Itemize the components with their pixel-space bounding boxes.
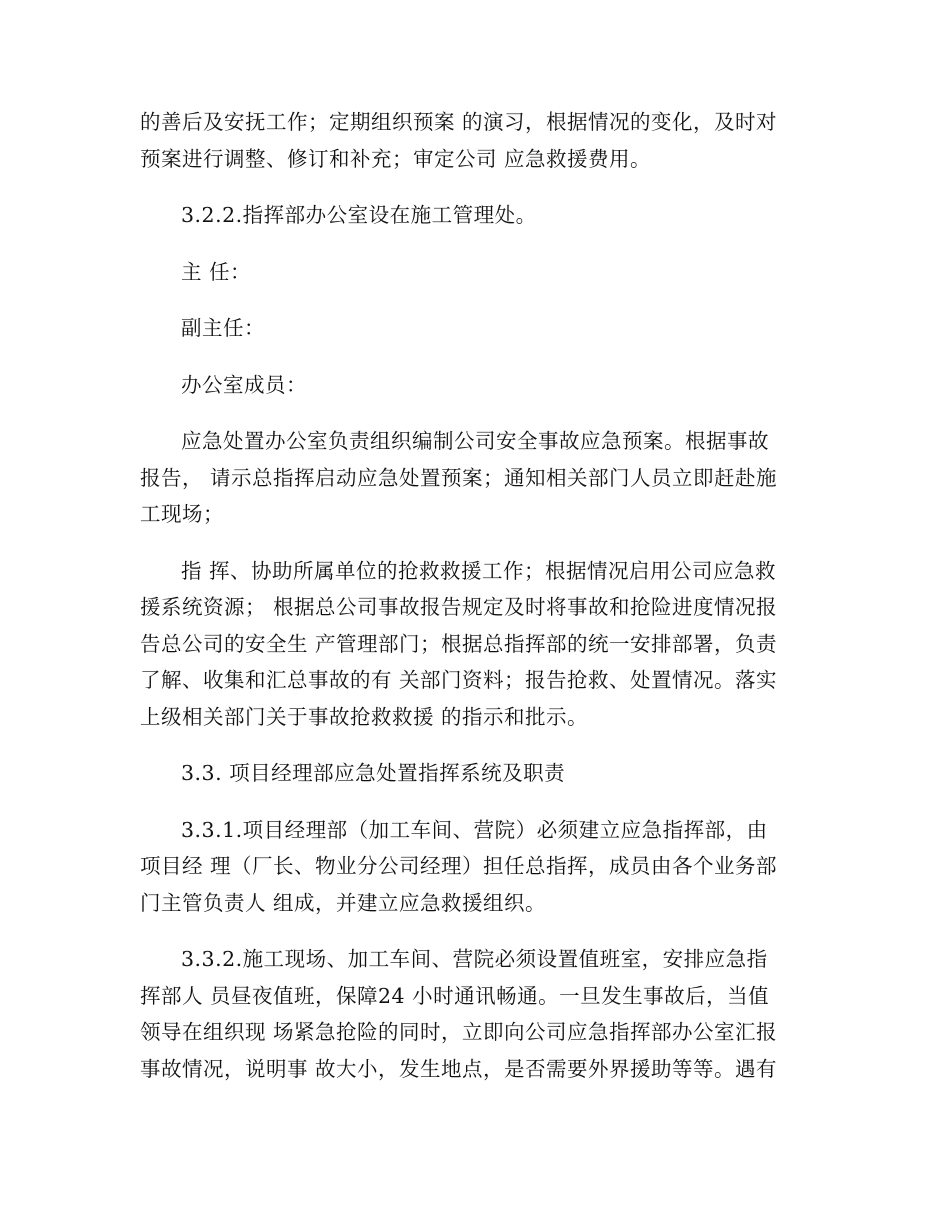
section-3-3-1 bbox=[140, 812, 808, 922]
text-line: 办公室成员： bbox=[181, 372, 307, 397]
section-3-2-2 bbox=[140, 197, 808, 234]
paragraph-office-duties bbox=[140, 423, 808, 533]
text-line: 工现场； bbox=[140, 502, 224, 526]
text-line: 援系统资源； 根据总公司事故报告规定及时将事故和抢险进度情况报 bbox=[140, 595, 778, 619]
paragraph-command-duties bbox=[140, 553, 808, 736]
text-line: 事故情况，说明事 故大小，发生地点，是否需要外界援助等等。遇有 bbox=[140, 1056, 778, 1081]
section-3-3-heading bbox=[140, 755, 808, 792]
document-body bbox=[140, 104, 808, 1107]
text-line: 告总公司的安全生 产管理部门；根据总指挥部的统一安排部署，负责 bbox=[140, 631, 778, 656]
text-line: 领导在组织现 场紧急抢险的同时，立即向公司应急指挥部办公室汇报 bbox=[140, 1020, 778, 1044]
text-line: 指 挥、协助所属单位的抢救救援工作；根据情况启用公司应急救 bbox=[181, 558, 777, 583]
text-line: 预案进行调整、修订和补充；审定公司 应急救援费用。 bbox=[140, 146, 652, 171]
text-line: 副主任： bbox=[181, 316, 265, 340]
text-line: 应急处置办公室负责组织编制公司安全事故应急预案。根据事故 bbox=[181, 429, 769, 453]
text-line: 门主管负责人 组成，并建立应急救援组织。 bbox=[140, 890, 547, 915]
text-line: 挥部人 员昼夜值班，保障24 小时通讯畅通。一旦发生事故后，当值 bbox=[140, 983, 770, 1008]
text-line: 3.3. 项目经理部应急处置指挥系统及职责 bbox=[181, 761, 566, 785]
text-line: 3.3.2.施工现场、加工车间、营院必须设置值班室，安排应急指 bbox=[181, 947, 768, 971]
text-line: 项目经 理（厂长、物业分公司经理）担任总指挥，成员由各个业务部 bbox=[140, 854, 778, 878]
office-members-field bbox=[140, 367, 808, 404]
section-3-3-2 bbox=[140, 941, 808, 1087]
text-line: 3.2.2.指挥部办公室设在施工管理处。 bbox=[181, 203, 537, 227]
text-line: 上级相关部门关于事故抢救救援 的指示和批示。 bbox=[140, 704, 589, 729]
text-line: 3.3.1.项目经理部（加工车间、营院）必须建立应急指挥部，由 bbox=[181, 817, 768, 842]
text-line: 的善后及安抚工作；定期组织预案 的演习，根据情况的变化，及时对 bbox=[140, 110, 778, 134]
text-line: 主 任： bbox=[181, 259, 252, 284]
text-line: 了解、收集和汇总事故的有 关部门资料；报告抢救、处置情况。落实 bbox=[140, 668, 778, 692]
deputy-director-field bbox=[140, 310, 808, 347]
paragraph-aftermath bbox=[140, 104, 808, 177]
director-field bbox=[140, 254, 808, 291]
text-line: 报告， 请示总指挥启动应急处置预案；通知相关部门人员立即赶赴施 bbox=[140, 465, 778, 490]
